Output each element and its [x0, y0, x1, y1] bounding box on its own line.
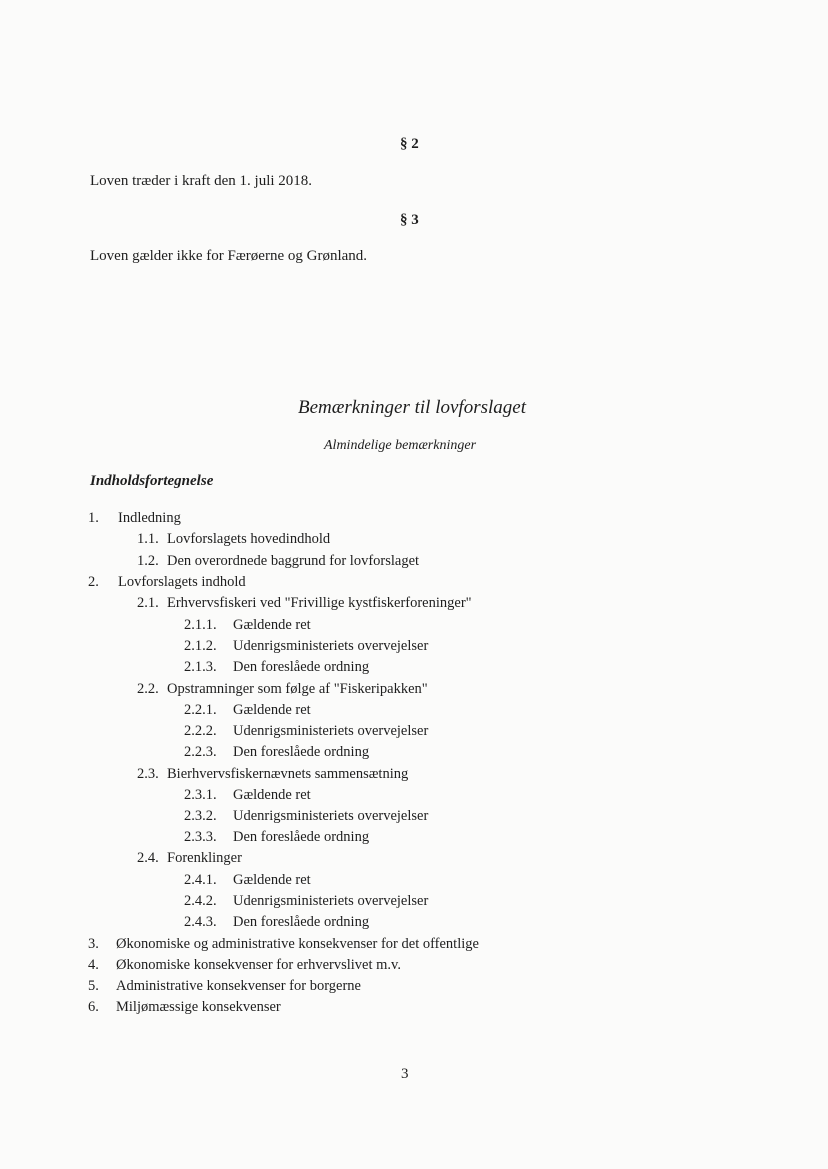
toc-item-number: 2.3.2.	[184, 808, 217, 824]
toc-item-label: Den overordnede baggrund for lovforslaget	[167, 553, 420, 569]
toc-item-label: Gældende ret	[233, 702, 311, 718]
section-2-text: Loven træder i kraft den 1. juli 2018.	[90, 173, 313, 189]
toc-item-label: Den foreslåede ordning	[233, 914, 370, 930]
toc-item-label: Den foreslåede ordning	[233, 659, 370, 675]
toc-item-label: Gældende ret	[233, 787, 311, 803]
toc-item-label: Udenrigsministeriets overvejelser	[233, 638, 429, 654]
toc-item-label: Den foreslåede ordning	[233, 829, 370, 845]
toc-item-number: 2.1.1.	[184, 617, 217, 633]
toc-item-number: 2.2.1.	[184, 702, 217, 718]
section-mark-3: § 3	[400, 212, 419, 228]
toc-item-label: Lovforslagets indhold	[118, 574, 246, 590]
toc-item-number: 2.2.	[137, 681, 159, 697]
toc-item-number: 2.2.3.	[184, 744, 217, 760]
section-3-text: Loven gælder ikke for Færøerne og Grønland.	[90, 248, 368, 264]
toc-item-label: Gældende ret	[233, 872, 311, 888]
toc-item-label: Den foreslåede ordning	[233, 744, 370, 760]
toc-title: Indholdsfortegnelse	[90, 473, 214, 489]
remarks-subtitle: Almindelige bemærkninger	[324, 438, 477, 453]
toc-item-number: 5.	[88, 978, 99, 994]
section-mark-2: § 2	[400, 136, 419, 152]
toc-item-number: 2.1.2.	[184, 638, 217, 654]
toc-item-number: 1.2.	[137, 553, 159, 569]
page-number: 3	[401, 1066, 409, 1082]
toc-item-label: Erhvervsfiskeri ved "Frivillige kystfiskerforeninger"	[167, 595, 472, 611]
toc-item-label: Gældende ret	[233, 617, 311, 633]
toc-item-number: 2.4.1.	[184, 872, 217, 888]
toc-item-label: Bierhvervsfiskernævnets sammensætning	[167, 766, 409, 782]
toc-item-label: Udenrigsministeriets overvejelser	[233, 893, 429, 909]
toc-item-number: 2.4.3.	[184, 914, 217, 930]
toc-item-number: 4.	[88, 957, 99, 973]
toc-item-label: Administrative konsekvenser for borgerne	[116, 978, 361, 994]
toc-item-label: Udenrigsministeriets overvejelser	[233, 723, 429, 739]
toc-item-number: 2.1.3.	[184, 659, 217, 675]
toc-item-number: 2.3.1.	[184, 787, 217, 803]
toc-item-label: Udenrigsministeriets overvejelser	[233, 808, 429, 824]
toc-item-number: 2.2.2.	[184, 723, 217, 739]
toc-item-number: 2.	[88, 574, 99, 590]
toc-item-number: 2.4.2.	[184, 893, 217, 909]
toc-item-label: Miljømæssige konsekvenser	[116, 999, 281, 1015]
toc-item-number: 6.	[88, 999, 99, 1015]
toc-item-label: Økonomiske konsekvenser for erhvervslivet m.v.	[116, 957, 401, 973]
toc-item-number: 2.1.	[137, 595, 159, 611]
toc-item-number: 3.	[88, 936, 99, 952]
toc-item-label: Indledning	[118, 510, 181, 526]
toc-item-number: 1.1.	[137, 531, 159, 547]
toc-item-number: 1.	[88, 510, 99, 526]
toc-item-number: 2.3.	[137, 766, 159, 782]
toc-item-number: 2.3.3.	[184, 829, 217, 845]
remarks-title: Bemærkninger til lovforslaget	[298, 397, 526, 418]
toc-item-label: Lovforslagets hovedindhold	[167, 531, 331, 547]
toc-item-label: Opstramninger som følge af "Fiskeripakken"	[167, 681, 428, 697]
toc-item-number: 2.4.	[137, 850, 159, 866]
toc-item-label: Økonomiske og administrative konsekvenser for det offentlige	[116, 936, 479, 952]
toc-item-label: Forenklinger	[167, 850, 242, 866]
